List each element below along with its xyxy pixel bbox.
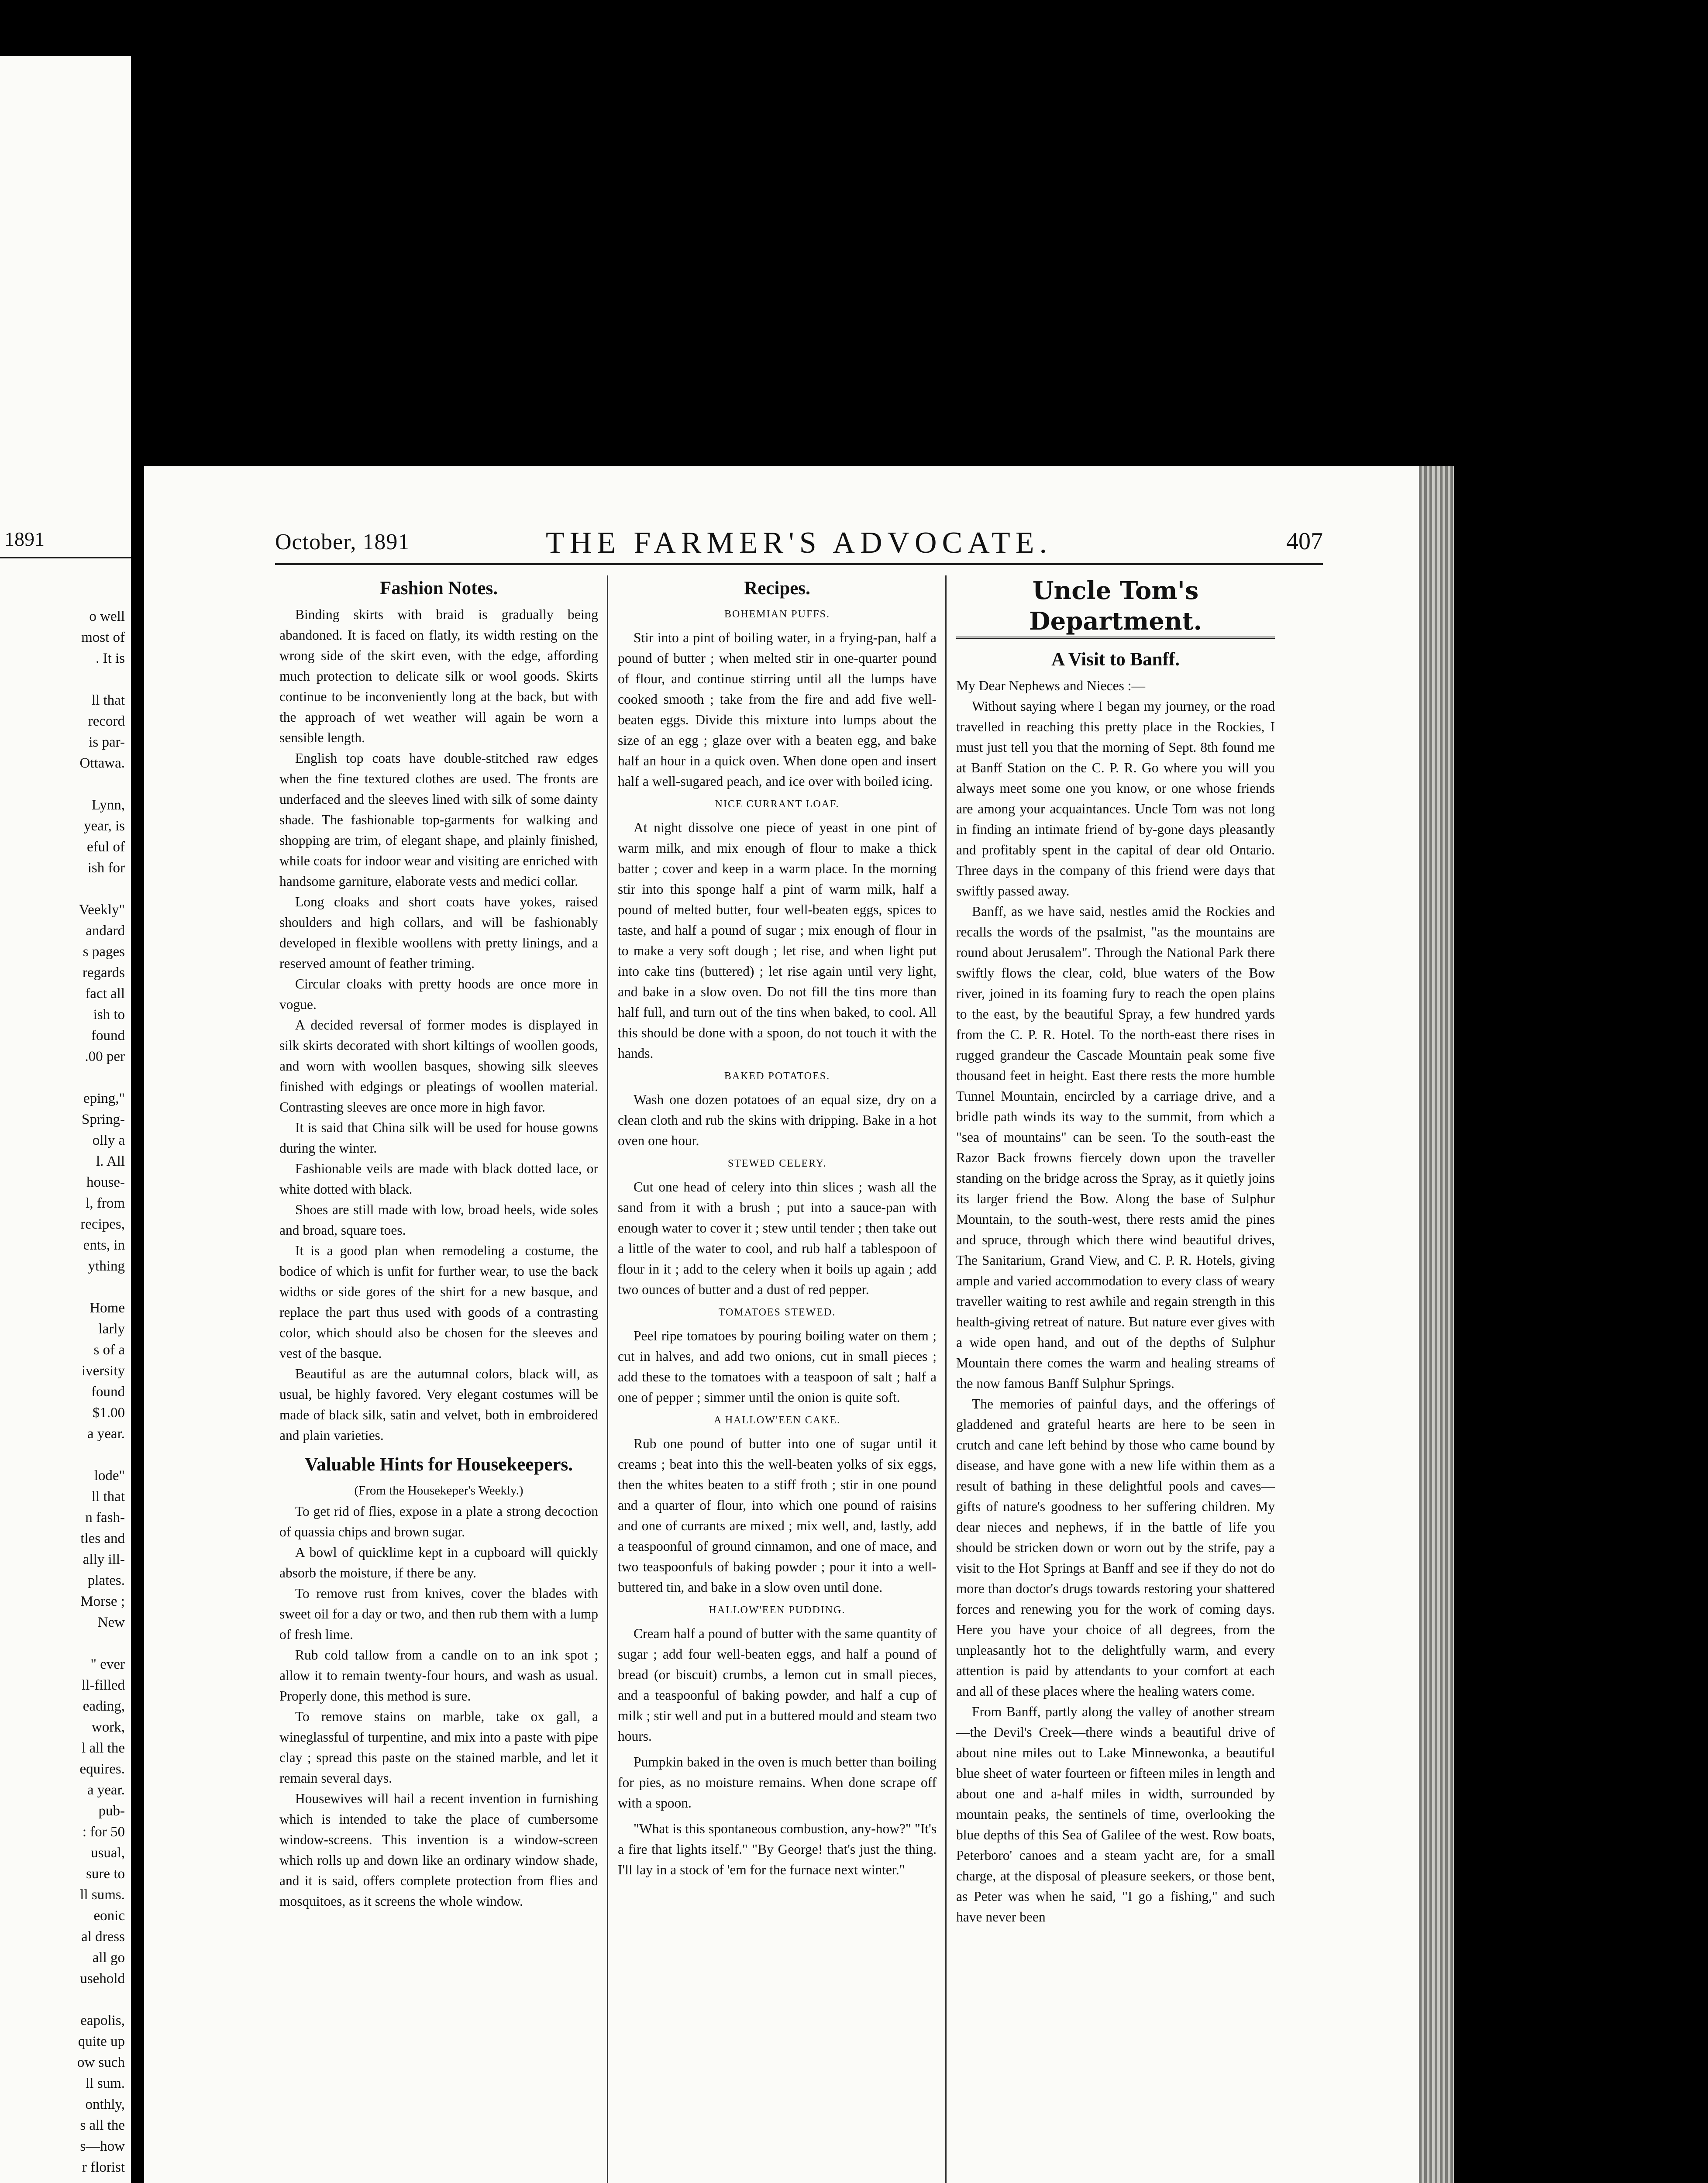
facing-page-line: r florist (82, 2159, 125, 2175)
facing-page-line: al dress (81, 1929, 125, 1945)
housekeepers-heading: Valuable Hints for Housekeepers. (305, 1454, 573, 1475)
facing-page-line: l. All (96, 1153, 125, 1169)
housekeepers-source: (From the Housekeper's Weekly.) (354, 1484, 523, 1498)
newspaper-page (144, 466, 1454, 2183)
facing-page-fragment (0, 56, 131, 2183)
recipe-title: NICE CURRANT LOAF. (715, 799, 840, 810)
facing-page-line (77, 1067, 125, 1088)
facing-page-line: larly (98, 1321, 125, 1337)
banff-paragraph: Banff, as we have said, nestles amid the Rockies and recalls the words of the psalmist, "as the mountains are round about Jerusalem". Through the National Park there swiftly flows the clear, cold, blue waters of the Bow river, joined in its foaming fury to reach the open plains to the east, by the beautiful Spray, a few hundred yards from the C. P. R. Hotel. To the north-east there rises in rugged grandeur the Cascade Mountain peak some five thousand feet in height. East there rests the more humble Tunnel Mountain, encircled by a carriage drive, and a bridle path winds its way to the summit, from which a "sea of mountains" can be seen. To the south-east the Razor Back frowns fiercely down upon the traveller standing on the bridge across the Spray, as it quietly joins its larger friend the Bow. Along the base of Sulphur Mountain, to the south-west, there rests amid the pines and spruce, through which there wind beautiful drives, The Sanitarium, Grand View, and C. P. R. Hotels, giving ample and varied accommodation to every class of weary traveller waiting to rest awhile and regain strength in this health-giving retreat of nature. But nature ever gives with a wide open hand, and out of the depths of Sulphur Mountain there comes the warm and healing streams of the now famous Banff Sulphur Springs. (956, 904, 1275, 1391)
uncle-tom-heading: Uncle Tom's Department. (956, 575, 1275, 639)
facing-page-line: olly a (92, 1133, 125, 1148)
facing-page-line: Home (90, 1300, 125, 1316)
recipe-text: Wash one dozen potatoes of an equal size, dry on a clean cloth and rub the skins with dripping. Bake in a hot oven one hour. (618, 1092, 937, 1148)
fashion-paragraph: English top coats have double-stitched raw edges when the fine textured clothes are used. The fronts are underfaced and the sleeves lined with silk of some dainty shade. The fashionable top-garments for walking and shopping are trim, of elegant shape, and plainly finished, while coats for indoor wear and visiting are enriched with handsome garniture, elaborate vests and medici collar. (279, 751, 598, 889)
hint-paragraph: A bowl of quicklime kept in a cupboard will quickly absorb the moisture, if there be any. (279, 1545, 598, 1580)
facing-page-line: andard (86, 923, 125, 939)
facing-page-line: . It is (96, 651, 125, 666)
facing-page-rule (0, 557, 131, 558)
facing-page-line: eonic (93, 1908, 125, 1924)
facing-page-line: equires. (79, 1761, 125, 1777)
fashion-paragraph: It is a good plan when remodeling a costume, the bodice of which is unfit for further wear, to use the back widths or side gores of the shirt for a new basque, and replace the part thus used with goods of a contrasting color, which should also be chosen for the sleeves and vest of the basque. (279, 1243, 598, 1361)
facing-page-line: n fash- (85, 1510, 125, 1525)
facing-page-line: o well (89, 609, 125, 624)
facing-page-line: ything (88, 1258, 125, 1274)
facing-page-line: eping," (83, 1091, 125, 1106)
column-uncle-tom (956, 575, 1275, 1927)
column-recipes (618, 575, 937, 1880)
facing-page-line: ll-filled (82, 1677, 125, 1693)
facing-page-line: usehold (80, 1971, 125, 1987)
facing-page-line: $1.00 (92, 1405, 125, 1421)
fashion-paragraph: Long cloaks and short coats have yokes, raised shoulders and high collars, and will be fashionably developed in flexible woollens with pretty linings, and a reserved amount of feather triming. (279, 894, 598, 971)
facing-page-line: ll that (91, 692, 125, 708)
recipe-text: Stir into a pint of boiling water, in a frying-pan, half a pound of butter ; when melted stir in one-quarter pound of flour, and continue stirring until all the lumps have cooked smooth ; take from the fire and add five well-beaten eggs. Divide this mixture into lumps about the size of an egg ; glaze over with a beaten egg, and bake half an hour in a quick oven. When done open and insert half a well-sugared peach, and ice over with boiled icing. (618, 630, 937, 789)
recipe-title: STEWED CELERY. (727, 1158, 827, 1169)
recipe-title: BOHEMIAN PUFFS. (724, 609, 830, 620)
facing-page-line (77, 774, 125, 795)
facing-page-line: tles and (80, 1531, 125, 1546)
facing-page-line: most of (81, 630, 125, 645)
facing-page-line (77, 878, 125, 899)
fashion-paragraph: Fashionable veils are made with black dotted lace, or white dotted with black. (279, 1161, 598, 1197)
hint-paragraph: Housewives will hail a recent invention in furnishing which is intended to take the place of cumbersome window-screens. This invention is a window-screen which rolls up and down like an ordinary window shade, and it is said, offers complete protection from flies and mosquitoes, as it screens the whole window. (279, 1791, 598, 1909)
facing-page-line: iversity (82, 1363, 125, 1379)
housekeepers-body (279, 1501, 598, 1911)
recipe-text: Peel ripe tomatoes by pouring boiling water on them ; cut in halves, and add two onions, cut in small pieces ; add these to the tomatoes with a teaspoon of salt ; half a one of pepper ; simmer until the onion is quite soft. (618, 1328, 937, 1405)
facing-page-line: house- (86, 1174, 125, 1190)
facing-page-line: ish to (93, 1007, 125, 1023)
facing-page-line: work, (91, 1719, 125, 1735)
facing-page-line: ll that (91, 1489, 125, 1505)
facing-page-line: found (91, 1028, 125, 1043)
facing-page-line: Lynn, (91, 797, 125, 813)
recipes-heading: Recipes. (744, 578, 810, 599)
recipe-text: Rub one pound of butter into one of sugar until it creams ; beat into this the well-beaten yolks of six eggs, then the whites beaten to a stiff froth ; stir in one pound and a quarter of flour, into which one pound of raisins and one of currants are mixed ; mix well, and, lastly, add a teaspoonful of ground cinnamon, and one of mace, and two teaspoonfuls of baking powder ; pour it into a well-buttered tin, and bake in a slow oven until done. (618, 1436, 937, 1595)
recipe-title: TOMATOES STEWED. (718, 1307, 836, 1318)
book-binding-edge (1419, 466, 1454, 2183)
facing-page-line (77, 1989, 125, 2010)
banff-paragraph: The memories of painful days, and the offerings of gladdened and grateful hearts are here to be seen in crutch and cane left behind by those who came bound by disease, and have gone with a new life within them as a result of bathing in these delightful pools and caves—gifts of nature's goodness to her suffering children. My dear nieces and nephews, if in the battle of life you should be stricken down or worn out by the strife, pay a visit to the Hot Springs at Banff and see if they do not do more than doctor's drugs towards restoring your shattered forces and renewing you for the work of coming days. Here you have your choice of all degrees, from the unpleasantly hot to the delightfully warm, and every attention is paid by attendants to your comfort at each and all of these places where the healing waters come. (956, 1396, 1275, 1699)
facing-page-line: s all the (80, 2118, 125, 2133)
facing-page-line: Morse ; (80, 1594, 125, 1609)
facing-page-line: sure to (86, 1866, 125, 1882)
recipe-text: Pumpkin baked in the oven is much better than boiling for pies, as no moisture remains. When done scrape off with a spoon. (618, 1754, 937, 1811)
facing-page-line (77, 669, 125, 690)
fashion-paragraph: A decided reversal of former modes is displayed in silk skirts decorated with short kiltings of woollen goods, and worn with woollen basques, showing silk sleeves finished with edgings or pleatings of woollen material. Contrasting sleeves are once more in high favor. (279, 1017, 598, 1115)
hint-paragraph: To remove stains on marble, take ox gall, a wineglassful of turpentine, and mix into a paste with pipe clay ; spread this paste on the stained marble, and let it remain several days. (279, 1709, 598, 1786)
facing-page-line: l all the (82, 1740, 125, 1756)
facing-page-line: pub- (98, 1803, 125, 1819)
facing-page-line: fact all (85, 986, 125, 1002)
facing-page-line: eful of (86, 839, 125, 855)
facing-page-line: recipes, (80, 1216, 125, 1232)
page-header (275, 526, 1323, 565)
facing-page-line: quite up (78, 2034, 125, 2049)
hint-paragraph: To get rid of flies, expose in a plate a strong decoction of quassia chips and brown sugar. (279, 1504, 598, 1539)
facing-page-text (77, 606, 125, 2178)
facing-page-line: s pages (83, 944, 125, 960)
facing-page-line: s—how (80, 2138, 125, 2154)
recipe-text: At night dissolve one piece of yeast in one pint of warm milk, and mix enough of flour to make a thick batter ; cover and keep in a warm place. In the morning stir into this sponge half a pint of warm milk, half a pound of melted butter, four well-beaten eggs, spices to taste, and half a pound of sugar ; mix enough of flour in to make a very soft dough ; let rise, and when light put into cake tins (buttered) ; let rise again until very light, and bake in a slow oven. Do not fill the tins more than half full, and turn out of the tins when baked, to cool. All this should be done with a spoon, do not touch it with the hands. (618, 820, 937, 1061)
facing-page-line: eapolis, (80, 2013, 125, 2028)
facing-page-line: New (97, 1615, 125, 1630)
recipe-text: Cream half a pound of butter with the same quantity of sugar ; add four well-beaten eggs, and half a pound of bread (or biscuit) crumbs, a lemon cut in small pieces, and a teaspoonful of baking powder, and half a cup of milk ; stir well and put in a buttered mould and steam two hours. (618, 1626, 937, 1744)
fashion-paragraph: Shoes are still made with low, broad heels, wide soles and broad, square toes. (279, 1202, 598, 1238)
facing-page-line: usual, (91, 1845, 125, 1861)
facing-page-line: onthly, (85, 2097, 125, 2112)
header-title: THE FARMER'S ADVOCATE. (545, 526, 1053, 560)
fashion-paragraph: It is said that China silk will be used for house gowns during the winter. (279, 1120, 598, 1156)
facing-page-line: record (88, 713, 125, 729)
facing-page-line (77, 1277, 125, 1298)
recipe-text: Cut one head of celery into thin slices ; wash all the sand from it with a brush ; put into a sauce-pan with enough water to cover it ; stew until tender ; then take out a little of the water to cool, and rub half a tablespoon of flour in it ; add to the celery when it boils up again ; add two ounces of butter and a dust of red pepper. (618, 1179, 937, 1297)
fashion-paragraph: Binding skirts with braid is gradually being abandoned. It is faced on flatly, its width resting on the wrong side of the skirt even, with the edge, affording much protection to delicate silk or wool goods. Skirts continue to be inconveniently long at the back, but with the approach of wet weather will again be worn a sensible length. (279, 607, 598, 745)
column-rule (945, 575, 947, 2183)
hint-paragraph: Rub cold tallow from a candle on to an ink spot ; allow it to remain twenty-four hours, and wash as usual. Properly done, this method is sure. (279, 1647, 598, 1704)
facing-page-line: plates. (87, 1573, 125, 1588)
facing-page-line: a year. (87, 1782, 125, 1798)
facing-page-line: " ever (90, 1656, 125, 1672)
facing-page-line: Veekly" (79, 902, 125, 918)
banff-body (956, 696, 1275, 1927)
facing-page-line: a year. (87, 1426, 125, 1442)
salutation: My Dear Nephews and Nieces :— (956, 678, 1145, 693)
facing-page-line: found (91, 1384, 125, 1400)
banff-paragraph: From Banff, partly along the valley of another stream—the Devil's Creek—there winds a beautiful drive of about nine miles out to Lake Minnewonka, a beautiful blue sheet of water fourteen or fifteen miles in length and about one and a-half miles in width, surrounded by mountain peaks, the sentinels of time, overlooking the blue depths of this Sea of Galilee of the west. Row boats, Peterboro' canoes and a steam yacht are, for a small charge, at the disposal of pleasure seekers, or those bent, as Peter was when he said, "I go a fishing," and such have never been (956, 1704, 1275, 1925)
facing-page-line: is par- (89, 734, 125, 750)
joke-text: "What is this spontaneous combustion, any-how?" "It's a fire that lights itself." "By George! that's just the thing. I'll lay in a stock of 'em for the furnace next winter." (618, 1821, 937, 1877)
fashion-paragraph: Circular cloaks with pretty hoods are once more in vogue. (279, 976, 598, 1012)
fashion-notes-body (279, 604, 598, 1446)
recipe-title: A HALLOW'EEN CAKE. (713, 1415, 841, 1426)
column-rule (607, 575, 608, 2183)
facing-page-line: eading, (83, 1698, 125, 1714)
facing-page-line: s of a (93, 1342, 125, 1358)
facing-page-line: Ottawa. (79, 755, 125, 771)
facing-page-line: ll sum. (86, 2076, 125, 2091)
facing-page-line: ents, in (83, 1237, 125, 1253)
fashion-paragraph: Beautiful as are the autumnal colors, black will, as usual, be highly favored. Very elegant costumes will be made of black silk, satin and velvet, both in embroidered and plain varieties. (279, 1366, 598, 1443)
facing-page-line: ish for (87, 860, 125, 876)
facing-page-line: lode" (94, 1468, 125, 1484)
facing-page-line: regards (82, 965, 125, 981)
facing-page-line: ally ill- (83, 1552, 125, 1567)
header-date: October, 1891 (275, 530, 410, 554)
fashion-notes-heading: Fashion Notes. (380, 578, 498, 599)
facing-page-line: l, from (86, 1195, 125, 1211)
facing-page-line: : for 50 (82, 1824, 125, 1840)
facing-page-line: all go (92, 1950, 125, 1966)
facing-page-line: Spring- (82, 1112, 125, 1127)
recipe-title: BAKED POTATOES. (724, 1071, 830, 1082)
facing-page-line: year, is (84, 818, 125, 834)
hint-paragraph: To remove rust from knives, cover the blades with sweet oil for a day or two, and then rub them with a lump of fresh lime. (279, 1586, 598, 1642)
facing-page-line: ll sums. (80, 1887, 125, 1903)
facing-page-line (77, 1633, 125, 1654)
facing-page-line (77, 1444, 125, 1465)
banff-paragraph: Without saying where I began my journey, or the road travelled in reaching this pretty place in the Rockies, I must just tell you that the morning of Sept. 8th found me at Banff Station on the C. P. R. Go where you will you always meet some one you know, or one whose friends are among your acquaintances. Uncle Tom was not long in finding an intimate friend of by-gone days pleasantly and profitably spent in the capital of dear old Ontario. Three days in the company of this friend were days that swiftly passed away. (956, 699, 1275, 899)
facing-page-line: .00 per (85, 1049, 125, 1064)
facing-page-line: ow such (77, 2055, 125, 2070)
header-page-number: 407 (1286, 528, 1323, 555)
banff-heading: A Visit to Banff. (1051, 649, 1180, 670)
recipe-title: HALLOW'EEN PUDDING. (709, 1605, 846, 1616)
facing-page-year: 1891 (4, 528, 45, 550)
column-fashion-hints (279, 575, 598, 1911)
